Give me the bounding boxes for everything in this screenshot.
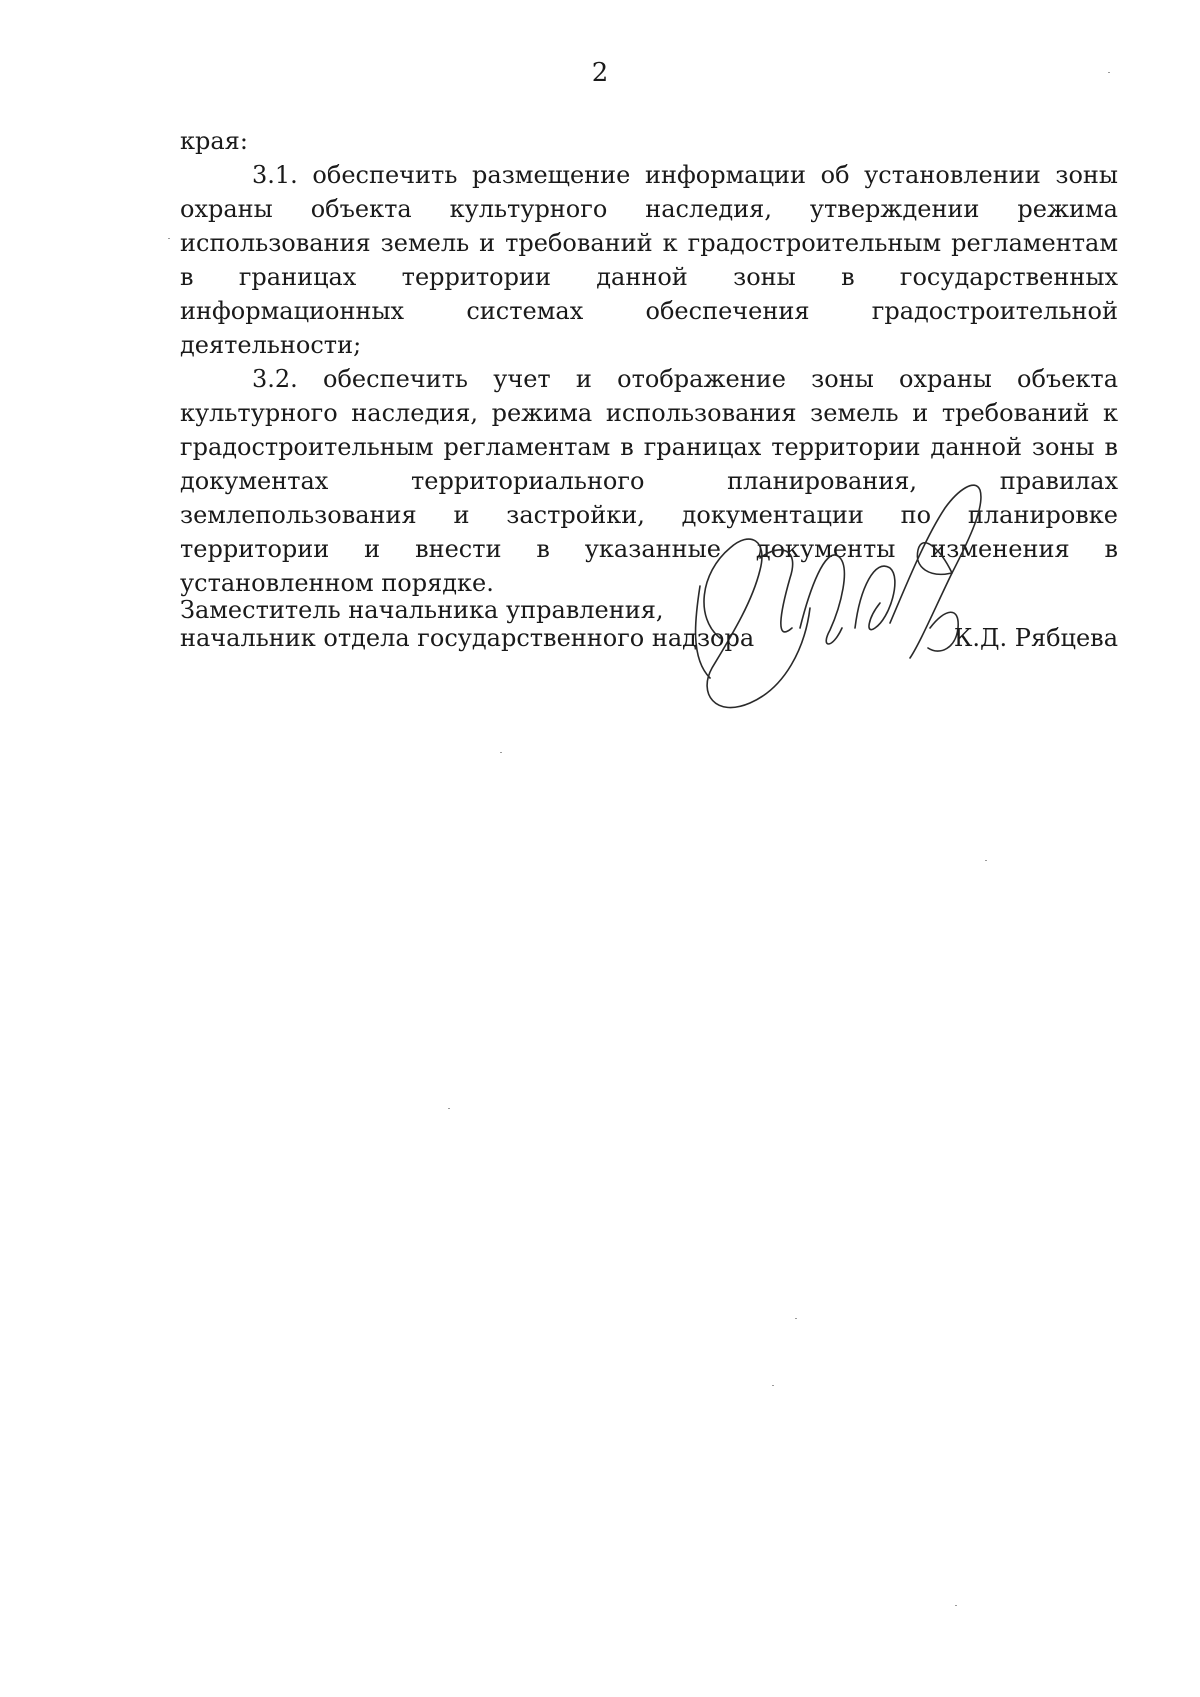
signer-title-line-2: начальник отдела государственного надзора bbox=[180, 624, 755, 652]
paragraph-continuation: края: bbox=[180, 127, 248, 155]
paragraph-item-3-2: 3.2. обеспечить учет и отображение зоны охраны объекта культурного наследия, режима использования земель и требований к градостроительным регламентам в границах территории данной зоны в документах территориального планирования, правилах землепользования и застройки, документации по планировке территории и внести в указанные документы изменения в установленном порядке. bbox=[180, 365, 1118, 597]
signer-title bbox=[180, 596, 754, 652]
signature-block bbox=[180, 596, 1118, 676]
paragraph-item-3-1: 3.1. обеспечить размещение информации об установлении зоны охраны объекта культурного наследия, утверждении режима использования земель и требований к градостроительным регламентам в границах территории данной зоны в государственных информационных системах обеспечения градостроительной деятельности; bbox=[180, 161, 1118, 359]
page-number: 2 bbox=[591, 58, 609, 88]
signer-title-line-1: Заместитель начальника управления, bbox=[180, 596, 664, 624]
signer-name: К.Д. Рябцева bbox=[953, 624, 1118, 652]
